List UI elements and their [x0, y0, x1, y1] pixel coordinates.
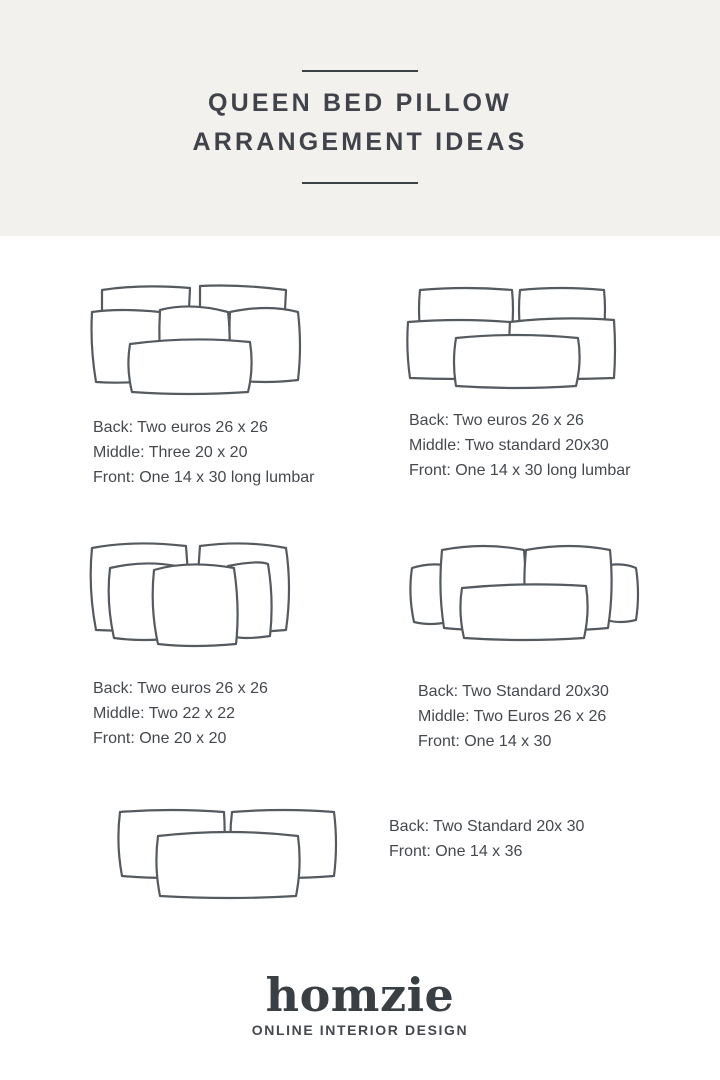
caption-line: Back: Two euros 26 x 26	[93, 419, 268, 436]
caption-line: Front: One 14 x 30 long lumbar	[409, 462, 631, 479]
caption-line: Front: One 14 x 36	[389, 843, 523, 860]
caption-4	[418, 679, 609, 754]
caption-line: Middle: Two Euros 26 x 26	[418, 708, 607, 725]
header-top-rule	[302, 70, 418, 72]
page-title-line-2: ARRANGEMENT IDEAS	[192, 128, 528, 156]
page-title-line-1: QUEEN BED PILLOW	[208, 89, 512, 117]
caption-line: Front: One 14 x 30	[418, 733, 552, 750]
caption-5	[389, 814, 584, 864]
brand-tagline: ONLINE INTERIOR DESIGN	[251, 1022, 469, 1038]
caption-3	[93, 676, 268, 751]
caption-line: Back: Two euros 26 x 26	[93, 680, 268, 697]
pillow-sketch-1	[72, 272, 312, 404]
pillow-sketch-5	[112, 800, 344, 904]
pillow-sketch-3	[72, 530, 306, 656]
header-bottom-rule	[302, 182, 418, 184]
brand-logo: homzie	[265, 968, 455, 1022]
header-banner	[0, 0, 720, 236]
caption-line: Middle: Two standard 20x30	[409, 437, 609, 454]
pillow-sketch-2	[388, 272, 640, 402]
caption-line: Middle: Two 22 x 22	[93, 705, 236, 722]
caption-line: Front: One 20 x 20	[93, 730, 227, 747]
caption-line: Front: One 14 x 30 long lumbar	[93, 469, 315, 486]
caption-line: Back: Two Standard 20x 30	[389, 818, 585, 835]
pillow-sketch-4	[404, 538, 644, 650]
caption-line: Back: Two Standard 20x30	[418, 683, 609, 700]
caption-1	[93, 415, 314, 490]
caption-line: Back: Two euros 26 x 26	[409, 412, 584, 429]
caption-2	[409, 408, 630, 483]
caption-line: Middle: Three 20 x 20	[93, 444, 248, 461]
